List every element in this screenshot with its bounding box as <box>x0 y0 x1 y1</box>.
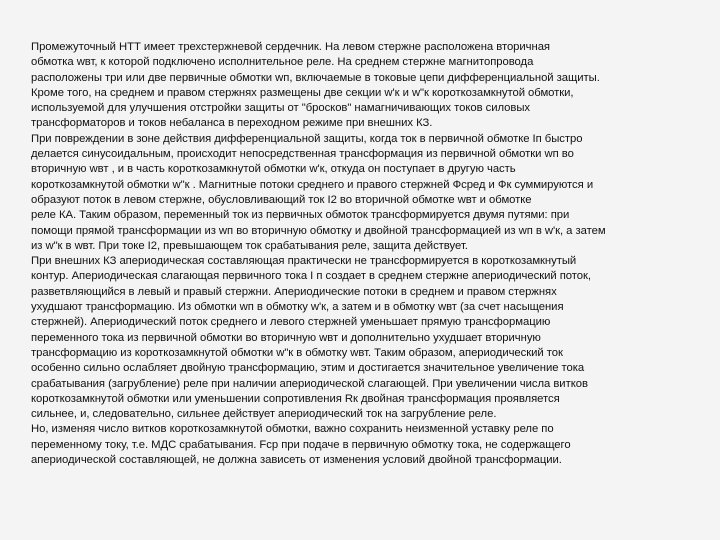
text-line-13: помощи прямой трансформации из wп во вторичную обмотку и двойной трансформацией из wп в w'к, а затем <box>31 224 606 237</box>
text-line-26: Но, изменяя число витков короткозамкнутой обмотки, важно сохранить неизменной уставку реле по <box>31 423 554 436</box>
text-line-16: контур. Апериодическая слагающая первичного тока I п создает в среднем стержне апериодический поток, <box>31 270 591 283</box>
text-line-25: сильнее, и, следовательно, сильнее действует апериодический ток на загрубление реле. <box>31 408 497 421</box>
text-line-22: особенно сильно ослабляет двойную трансформацию, этим и достигается значительное увеличение тока <box>31 362 585 375</box>
text-line-17: разветвляющийся в левый и правый стержни. Апериодические потоки в среднем и правом стержнях <box>31 285 557 298</box>
text-line-1: Промежуточный НТТ имеет трехстержневой сердечник. На левом стержне расположена вторичная <box>31 41 550 53</box>
text-line-14: из w"к в wвт. При токе I2, превышающем ток срабатывания реле, защита действует. <box>31 239 468 252</box>
text-line-28: апериодической составляющей, не должна зависеть от изменения условий двойной трансформации. <box>31 454 562 467</box>
text-line-21: трансформацию из короткозамкнутой обмотки w"к в обмотку wвт. Таким образом, апериодический ток <box>31 346 563 359</box>
text-line-27: переменному току, т.е. МДС срабатывания. Fср при подаче в первичную обмотку тока, не содержащего <box>31 438 571 451</box>
text-line-2: обмотка wвт, к которой подключено исполнительное реле. На среднем стержне магнитопровода <box>31 56 534 69</box>
text-line-3: расположены три или две первичные обмотки wп, включаемые в токовые цепи дифференциальной защиты. <box>31 71 600 84</box>
text-line-23: срабатывания (загрубление) реле при наличии апериодической слагающей. При увеличении числа витков <box>31 377 588 390</box>
text-line-20: переменного тока из первичной обмотки во вторичную wвт и дополнительно ухудшает вторичную <box>31 331 541 344</box>
text-line-7: При повреждении в зоне действия дифференциальной защиты, когда ток в первичной обмотке Iп быстро <box>31 132 583 145</box>
text-line-15: При внешних КЗ апериодическая составляющая практически не трансформируется в короткозамкнутый <box>31 255 577 268</box>
text-line-8: делается синусоидальным, происходит непосредственная трансформация из первичной обмотки wп во <box>31 148 574 161</box>
text-line-12: реле КА. Таким образом, переменный ток из первичных обмоток трансформируется двумя путями: при <box>31 209 570 222</box>
text-line-4: Кроме того, на среднем и правом стержнях размещены две секции w'к и w"к короткозамкнутой обмотки, <box>31 86 574 99</box>
document-text <box>31 40 693 468</box>
text-line-11: образуют поток в левом стержне, обусловливающий ток I2 во вторичной обмотке wвт и обмотке <box>31 193 532 206</box>
text-line-24: короткозамкнутой обмотки или уменьшении сопротивления Rк двойная трансформация проявляется <box>31 392 560 405</box>
text-line-5: используемой для улучшения отстройки защиты от "бросков" намагничивающих токов силовых <box>31 102 530 115</box>
text-line-18: ухудшают трансформацию. Из обмотки wп в обмотку w'к, а затем и в обмотку wвт (за счет насыщения <box>31 301 564 314</box>
text-line-9: вторичную wвт , и в часть короткозамкнутой обмотки w'к, откуда он поступает в другую часть <box>31 163 516 176</box>
text-line-6: трансформаторов и токов небаланса в переходном режиме при внешних КЗ. <box>31 117 433 130</box>
text-line-19: стержней). Апериодический поток среднего и левого стержней уменьшает прямую трансформацию <box>31 316 551 329</box>
text-line-10: короткозамкнутой обмотки w"к . Магнитные потоки среднего и правого стержней Фсред и Фк суммируются и <box>31 178 594 191</box>
